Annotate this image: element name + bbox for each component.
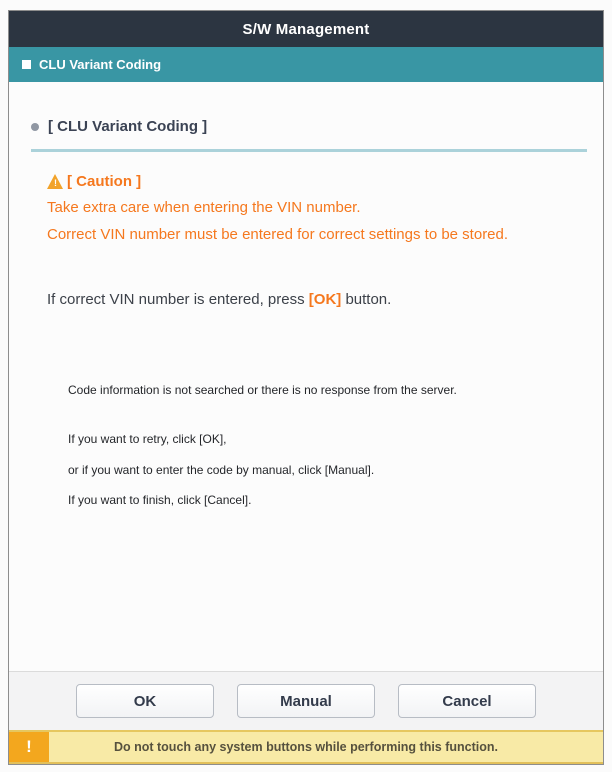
message-line: If you want to retry, click [OK], [68, 432, 227, 446]
content-area [9, 82, 603, 671]
warning-exclamation-mark: ! [54, 178, 57, 188]
instruction-prefix: If correct VIN number is entered, press [47, 291, 309, 308]
page-title: S/W Management [242, 20, 370, 38]
message-line: Code information is not searched or there is no response from the server. [68, 383, 457, 397]
caution-heading [47, 174, 585, 190]
instruction-ok-highlight: [OK] [308, 291, 342, 308]
section-marker-icon [22, 60, 31, 69]
caution-line: Take extra care when entering the VIN number. [47, 199, 361, 216]
caution-line: Correct VIN number must be entered for correct settings to be stored. [47, 226, 509, 243]
message-line: or if you want to enter the code by manual, click [Manual]. [68, 463, 375, 477]
system-warning-bar [9, 730, 603, 764]
manual-button[interactable]: Manual [237, 684, 375, 718]
bullet-icon [31, 123, 39, 131]
instruction-suffix: button. [341, 291, 392, 308]
system-warning-text: Do not touch any system buttons while performing this function. [113, 740, 499, 754]
ok-button[interactable]: OK [76, 684, 214, 718]
dialog-window [8, 10, 604, 765]
caution-block [47, 174, 585, 244]
breadcrumb [9, 47, 603, 82]
exclamation-icon: ! [9, 732, 49, 762]
warning-triangle-icon [47, 174, 64, 189]
cancel-button[interactable]: Cancel [398, 684, 536, 718]
section-divider [31, 149, 587, 152]
instruction-line [47, 291, 585, 309]
server-message-block [68, 383, 585, 507]
breadcrumb-label: CLU Variant Coding [39, 57, 162, 72]
button-bar [9, 671, 603, 730]
title-bar [9, 11, 603, 47]
section-title: [ CLU Variant Coding ] [48, 118, 208, 135]
caution-heading-label: [ Caution ] [67, 173, 142, 190]
message-line: If you want to finish, click [Cancel]. [68, 493, 252, 507]
section-heading [31, 118, 585, 135]
